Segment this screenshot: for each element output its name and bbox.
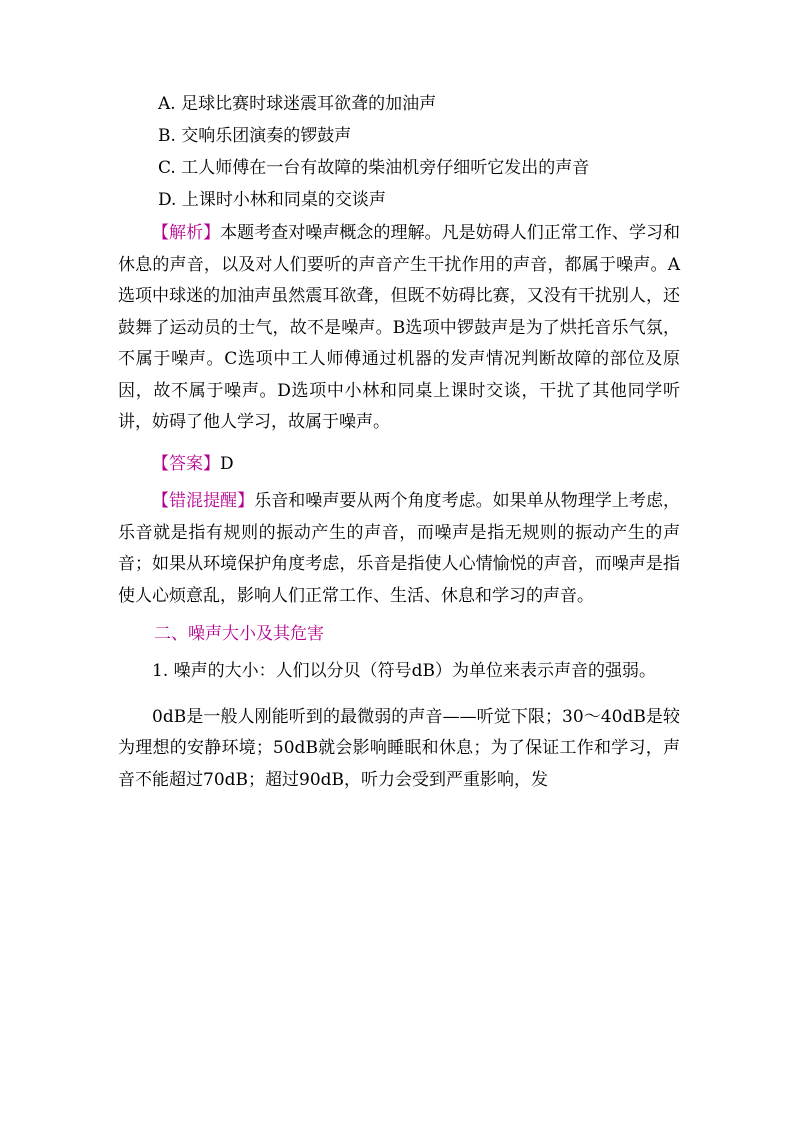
option-b: B. 交响乐团演奏的锣鼓声 xyxy=(158,126,352,146)
document-body xyxy=(118,88,680,796)
analysis-tag: 【解析】 xyxy=(152,223,221,243)
answer-paragraph xyxy=(118,449,680,481)
reminder-text: 乐音和噪声要从两个角度考虑。如果单从物理学上考虑，乐音就是指有规则的振动产生的声音，而噪声是指无规则的振动产生的声音；如果从环境保护角度考虑，乐音是指使人心情愉悦的声音，而噪声是指使人心烦意乱，影响人们正常工作、生活、休息和学习的声音。 xyxy=(118,491,681,606)
answer-text: D xyxy=(220,453,234,474)
option-a: A. 足球比赛时球迷震耳欲聋的加油声 xyxy=(158,94,437,114)
point-1-detail-paragraph: 0dB是一般人刚能听到的最微弱的声音——听觉下限；30～40dB是较为理想的安静环境；50dB就会影响睡眠和休息；为了保证工作和学习，声音不能超过70dB；超过90dB，听力会受到严重影响，发 xyxy=(118,706,680,790)
section-heading: 二、噪声大小及其危害 xyxy=(154,624,324,644)
analysis-paragraph xyxy=(118,218,680,439)
analysis-text: 本题考查对噪声概念的理解。凡是妨碍人们正常工作、学习和休息的声音，以及对人们要听的声音产生干扰作用的声音，都属于噪声。A选项中球迷的加油声虽然震耳欲聋，但既不妨碍比赛，又没有干扰别人，还鼓舞了运动员的士气，故不是噪声。B选项中锣鼓声是为了烘托音乐气氛，不属于噪声。C选项中工人师傅通过机器的发声情况判断故障的部位及原因，故不属于噪声。D选项中小林和同桌上课时交谈，干扰了其他同学听讲，妨碍了他人学习，故属于噪声。 xyxy=(118,223,681,432)
option-d: D. 上课时小林和同桌的交谈声 xyxy=(158,190,386,210)
option-c: C. 工人师傅在一台有故障的柴油机旁仔细听它发出的声音 xyxy=(158,158,590,178)
point-1-paragraph: 1. 噪声的大小：人们以分贝（符号dB）为单位来表示声音的强弱。 xyxy=(152,661,656,681)
reminder-tag: 【错混提醒】 xyxy=(152,491,255,511)
answer-tag: 【答案】 xyxy=(152,453,220,474)
reminder-paragraph xyxy=(118,486,680,612)
